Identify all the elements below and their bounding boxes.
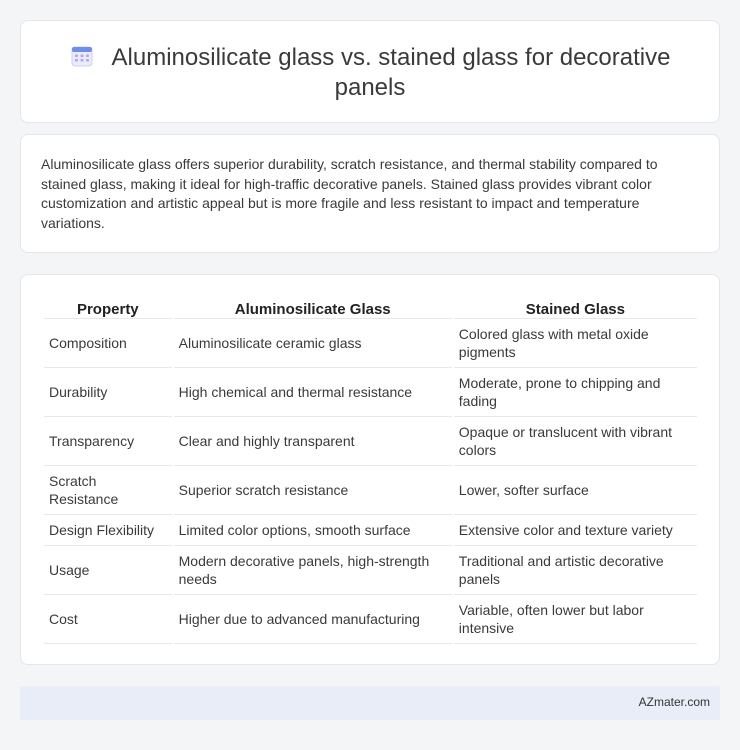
table-row — [44, 546, 697, 595]
aluminosilicate-cell: Higher due to advanced manufacturing — [174, 595, 452, 644]
stained-cell: Lower, softer surface — [454, 466, 697, 515]
stained-cell: Opaque or translucent with vibrant colors — [454, 417, 697, 466]
page-title: Aluminosilicate glass vs. stained glass for decorative panels — [111, 44, 671, 101]
stained-cell: Variable, often lower but labor intensive — [454, 595, 697, 644]
page-title-wrap — [21, 43, 719, 103]
aluminosilicate-cell: Aluminosilicate ceramic glass — [174, 319, 452, 368]
stained-cell: Traditional and artistic decorative panels — [454, 546, 697, 595]
table-row — [44, 466, 697, 515]
aluminosilicate-cell: Limited color options, smooth surface — [174, 515, 452, 546]
table-row — [44, 417, 697, 466]
column-header-property: Property — [44, 295, 172, 319]
column-header-stained: Stained Glass — [454, 295, 697, 319]
table-row — [44, 595, 697, 644]
row-label: Usage — [44, 546, 172, 595]
comparison-table — [42, 295, 699, 644]
row-label: Design Flexibility — [44, 515, 172, 546]
table-header-row — [44, 295, 697, 319]
row-label: Scratch Resistance — [44, 466, 172, 515]
column-header-aluminosilicate: Aluminosilicate Glass — [174, 295, 452, 319]
aluminosilicate-cell: Modern decorative panels, high-strength needs — [174, 546, 452, 595]
table-row — [44, 368, 697, 417]
aluminosilicate-cell: Superior scratch resistance — [174, 466, 452, 515]
row-label: Transparency — [44, 417, 172, 466]
summary-text: Aluminosilicate glass offers superior durability, scratch resistance, and thermal stability compared to stained glass, making it ideal for high-traffic decorative panels. Stained glass provides vibrant color customization and artistic appeal but is more fragile and less resistant to impact and temperature variations. — [41, 156, 658, 231]
aluminosilicate-cell: Clear and highly transparent — [174, 417, 452, 466]
summary-card — [20, 134, 720, 253]
stained-cell: Colored glass with metal oxide pigments — [454, 319, 697, 368]
footer — [20, 686, 720, 720]
stained-cell: Moderate, prone to chipping and fading — [454, 368, 697, 417]
aluminosilicate-cell: High chemical and thermal resistance — [174, 368, 452, 417]
row-label: Durability — [44, 368, 172, 417]
row-label: Composition — [44, 319, 172, 368]
title-card — [20, 20, 720, 123]
row-label: Cost — [44, 595, 172, 644]
footer-brand[interactable]: AZmater.com — [638, 695, 710, 709]
table-row — [44, 319, 697, 368]
table-row — [44, 515, 697, 546]
comparison-card — [20, 274, 720, 665]
stained-cell: Extensive color and texture variety — [454, 515, 697, 546]
calendar-icon — [70, 44, 94, 68]
